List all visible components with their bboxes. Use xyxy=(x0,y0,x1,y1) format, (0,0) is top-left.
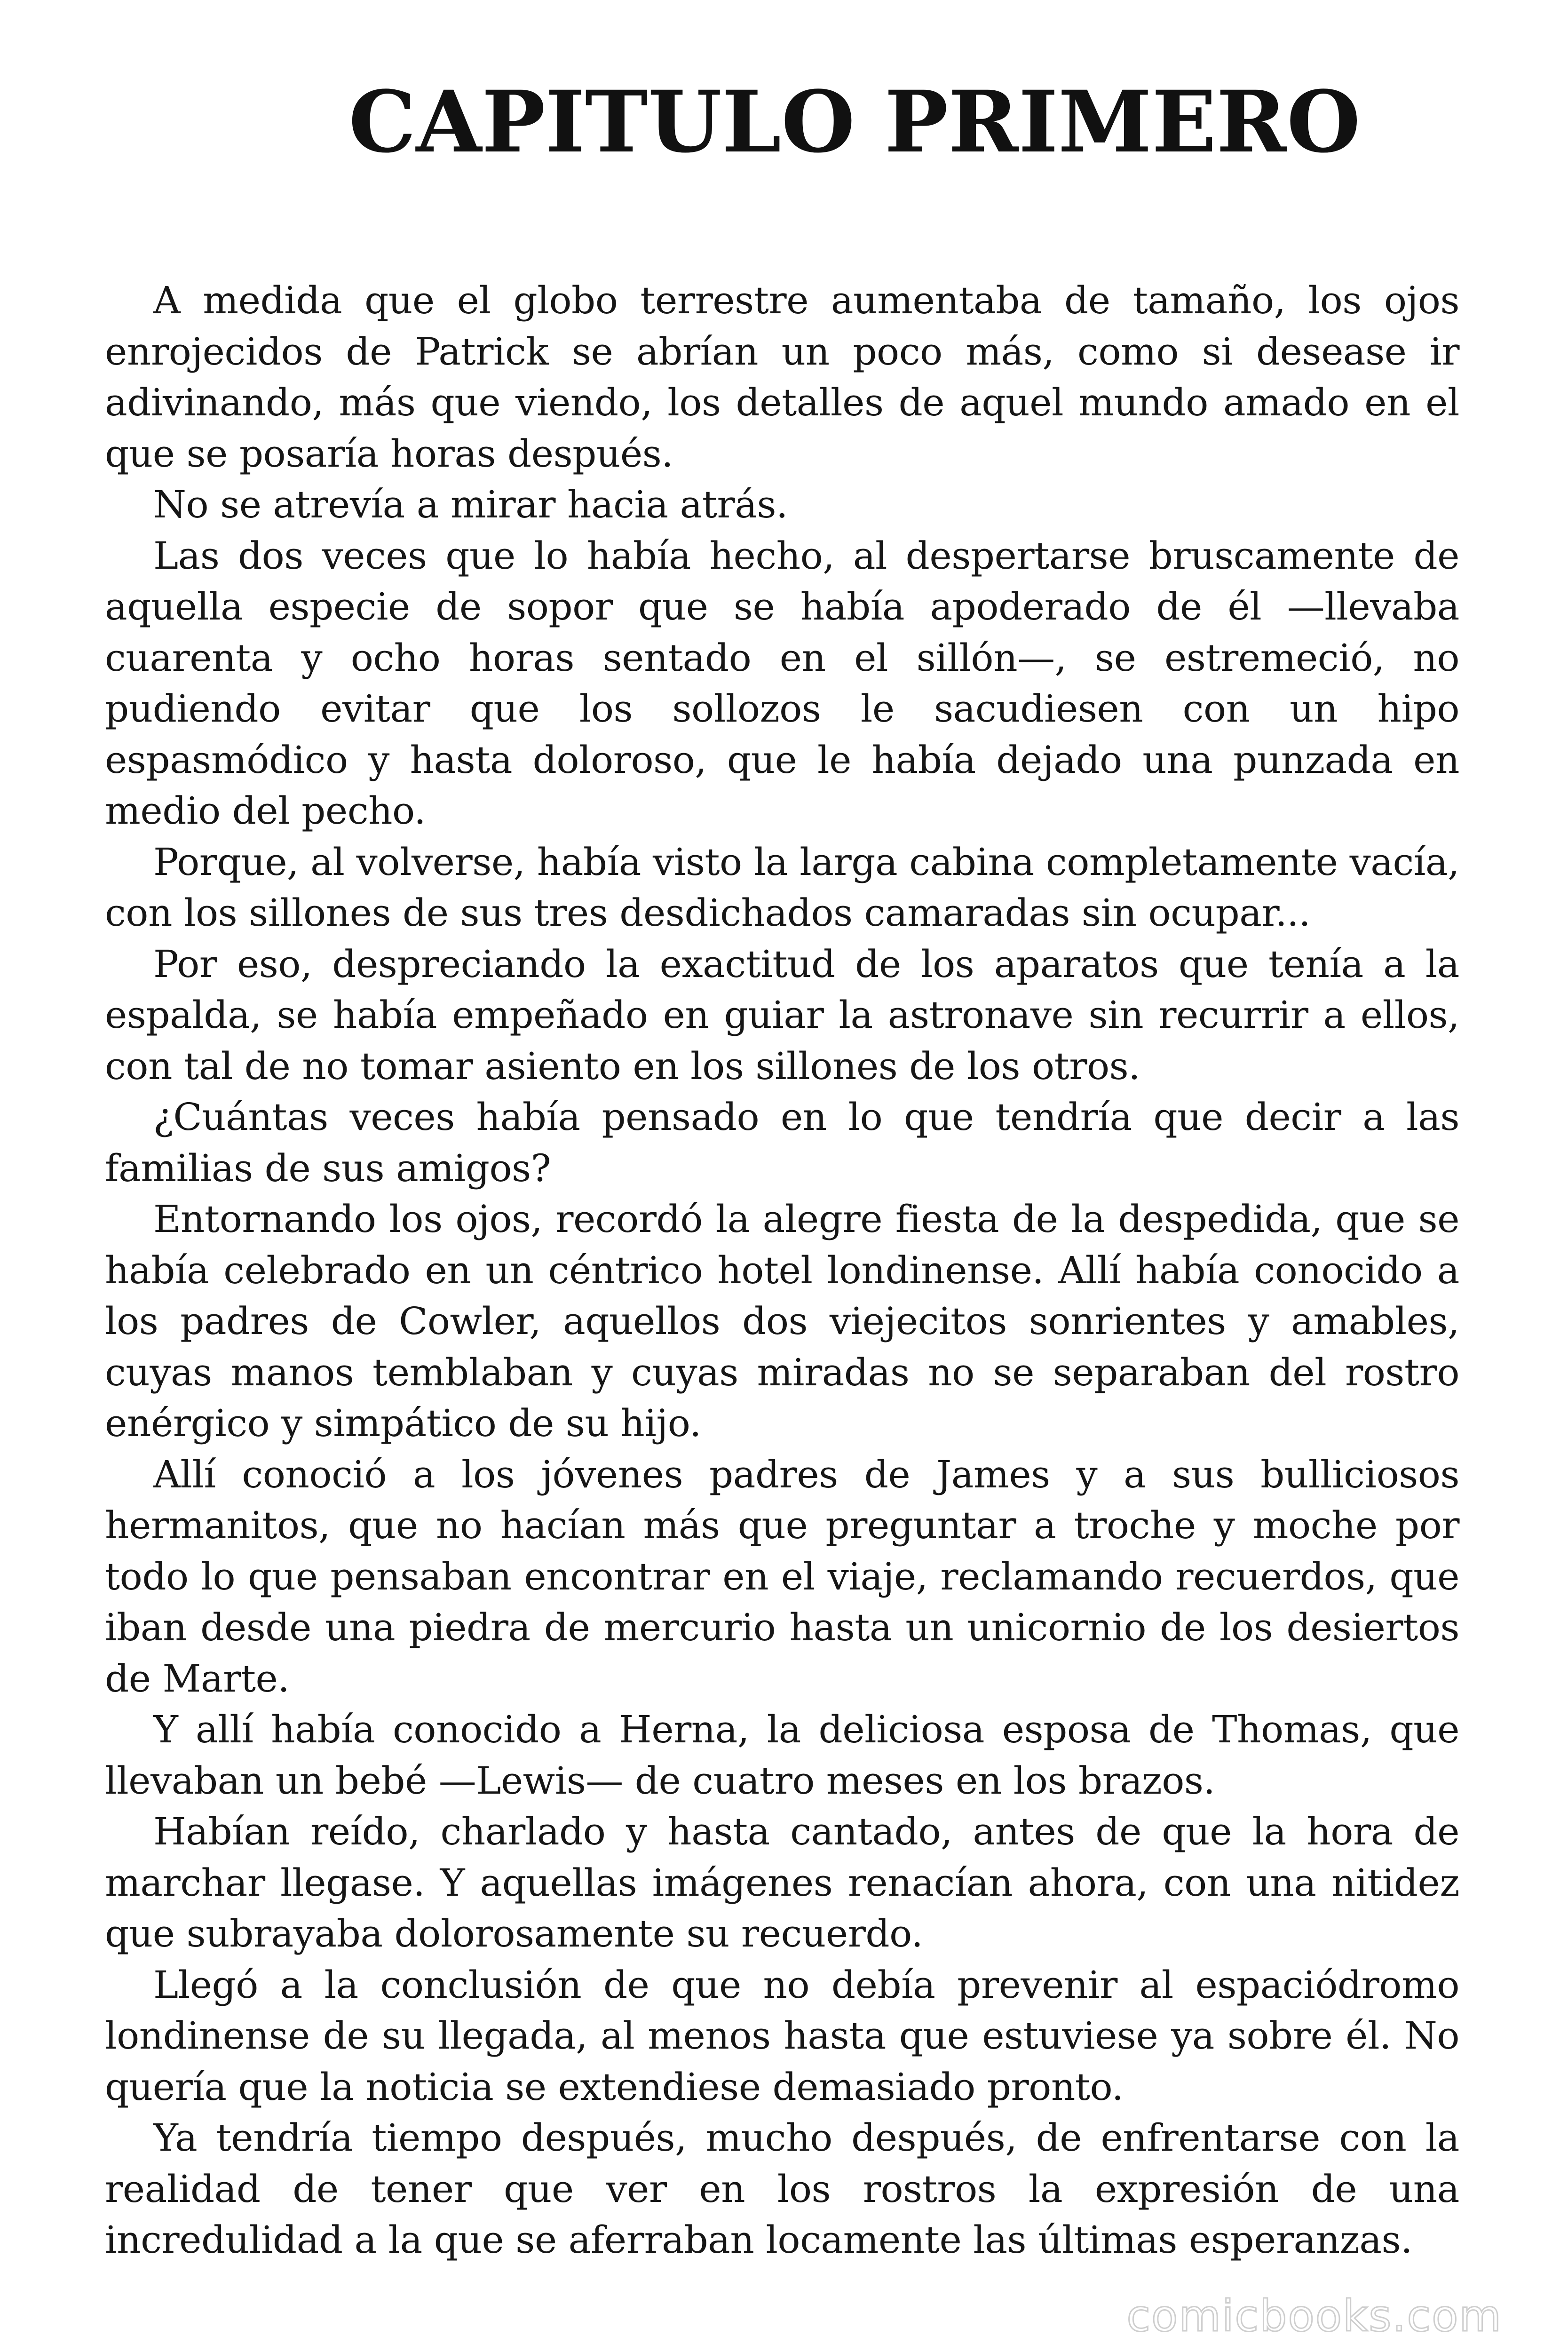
paragraph: Porque, al volverse, había visto la larga cabina completamente vacía, con los sillones de sus tres desdichados camaradas sin ocupar... xyxy=(105,840,1459,935)
chapter-title: CAPITULO PRIMERO xyxy=(348,72,1361,172)
paragraph: Llegó a la conclusión de que no debía prevenir al espaciódromo londinense de su llegada, al menos hasta que estuviese ya sobre él. No quería que la noticia se extendiese demasiado pronto. xyxy=(105,1963,1459,2109)
paragraph: ¿Cuántas veces había pensado en lo que tendría que decir a las familias de sus amigos? xyxy=(105,1095,1459,1190)
paragraph: Allí conoció a los jóvenes padres de James y a sus bulliciosos hermanitos, que no hacían más que preguntar a troche y moche por todo lo que pensaban encontrar en el viaje, reclamando recuerdos, que iban desde una piedra de mercurio hasta un unicornio de los desiertos de Marte. xyxy=(105,1452,1459,1700)
chapter-body xyxy=(105,275,1459,2266)
paragraph: Las dos veces que lo había hecho, al despertarse bruscamente de aquella especie de sopor que se había apoderado de él —llevaba cuarenta y ocho horas sentado en el sillón—, se estremeció, no pudiendo evitar que los sollozos le sacudiesen con un hipo espasmódico y hasta doloroso, que le había dejado una punzada en medio del pecho. xyxy=(105,533,1459,833)
paragraph: Y allí había conocido a Herna, la deliciosa esposa de Thomas, que llevaban un bebé —Lewis— de cuatro meses en los brazos. xyxy=(105,1708,1459,1803)
watermark: comicbooks.com xyxy=(1126,2291,1502,2341)
paragraph: A medida que el globo terrestre aumentaba de tamaño, los ojos enrojecidos de Patrick se abrían un poco más, como si desease ir adivinando, más que viendo, los detalles de aquel mundo amado en el que se posaría horas después. xyxy=(105,278,1459,476)
paragraph: Habían reído, charlado y hasta cantado, antes de que la hora de marchar llegase. Y aquellas imágenes renacían ahora, con una nitidez que subrayaba dolorosamente su recuerdo. xyxy=(105,1810,1459,1955)
paragraph: Entornando los ojos, recordó la alegre fiesta de la despedida, que se había celebrado en un céntrico hotel londinense. Allí había conocido a los padres de Cowler, aquellos dos viejecitos sonrientes y amables, cuyas manos temblaban y cuyas miradas no se separaban del rostro enérgico y simpático de su hijo. xyxy=(105,1197,1459,1445)
paragraph: No se atrevía a mirar hacia atrás. xyxy=(153,483,788,526)
paragraph: Por eso, despreciando la exactitud de los aparatos que tenía a la espalda, se había empeñado en guiar la astronave sin recurrir a ellos, con tal de no tomar asiento en los sillones de los otros. xyxy=(105,942,1459,1088)
paragraph: Ya tendría tiempo después, mucho después, de enfrentarse con la realidad de tener que ver en los rostros la expresión de una incredulidad a la que se aferraban locamente las últimas esperanzas. xyxy=(105,2116,1459,2262)
